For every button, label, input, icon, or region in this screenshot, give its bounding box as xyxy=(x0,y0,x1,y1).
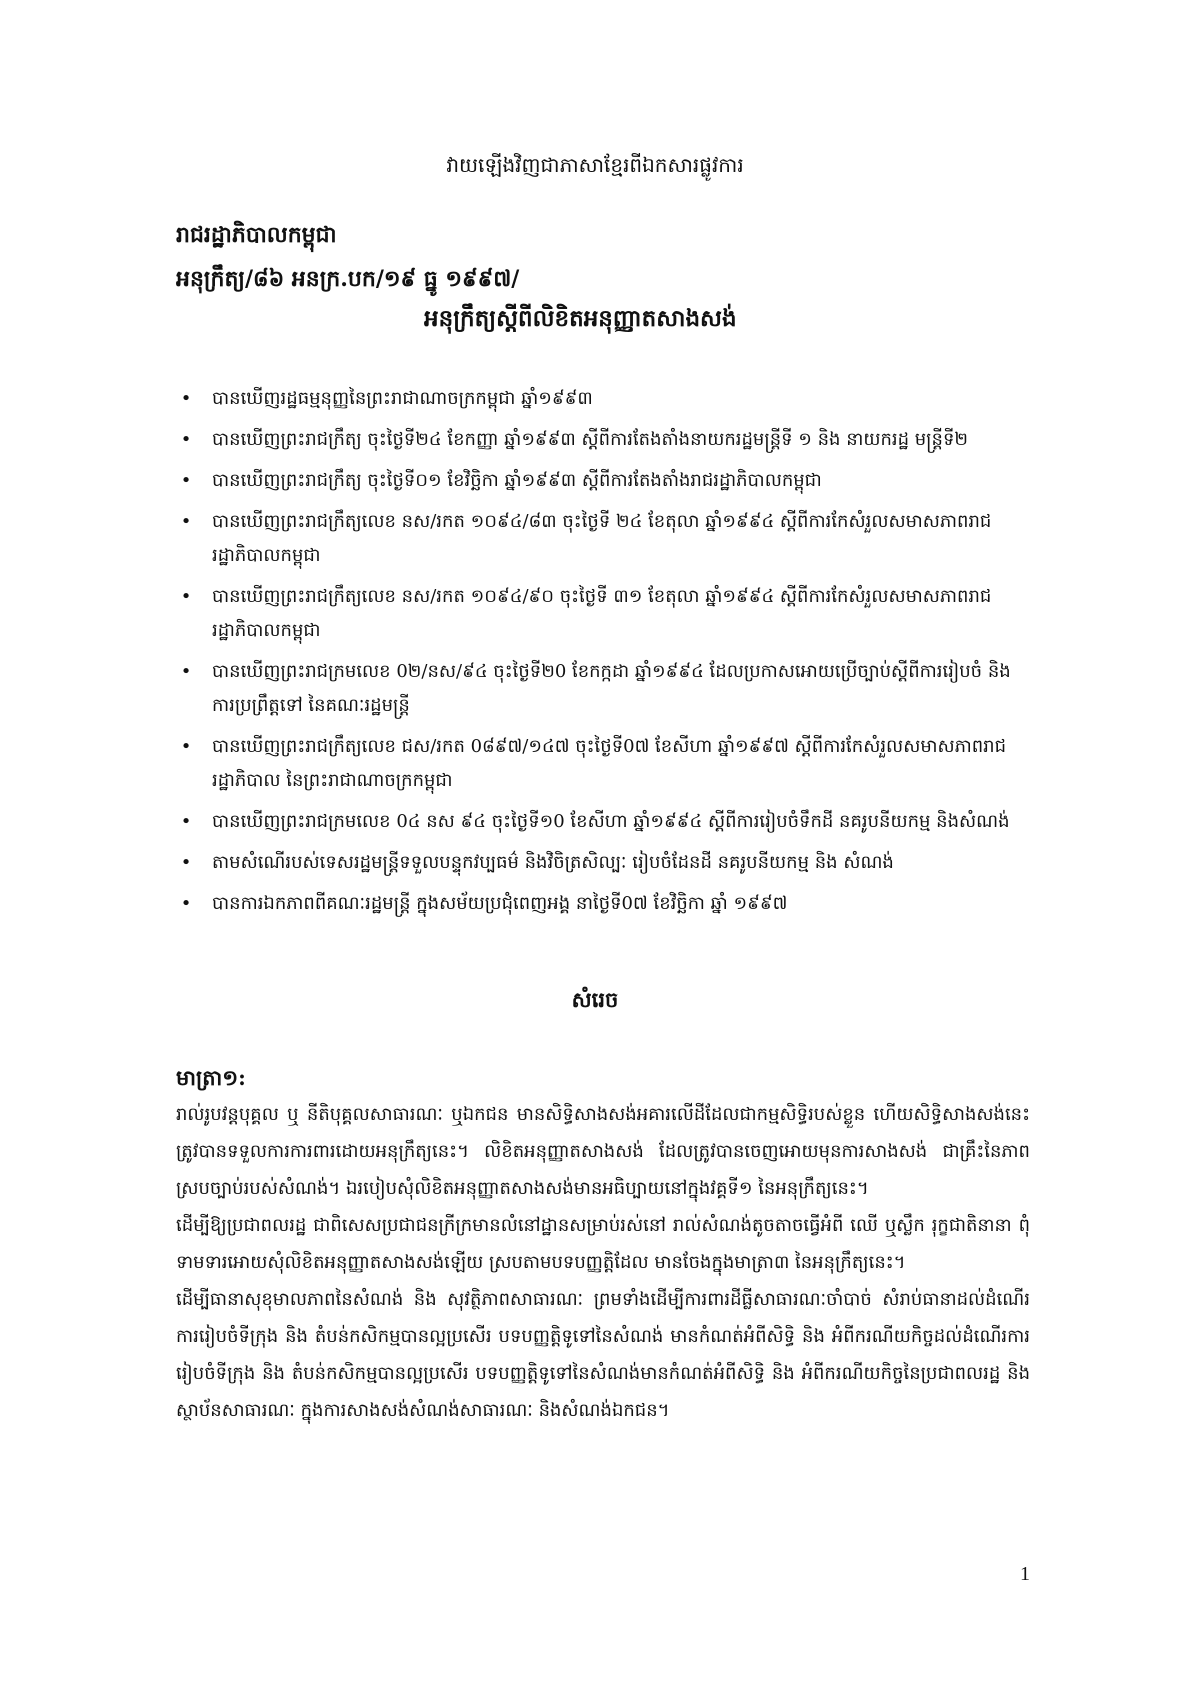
recital-text: បានឃើញព្រះរាជក្រមលេខ 0៤ នស ៩៤ ចុះថ្ងៃទី១0 ខែសីហា ឆ្នាំ១៩៩៤ ស្តីពីការរៀបចំទឹកដី នគរូបនីយកម្ម និងសំណង់ xyxy=(212,811,1010,832)
recital-item xyxy=(176,730,1030,798)
recital-text: បានឃើញព្រះរាជក្រឹត្យលេខ ជស/រកត 0៨៩៧/១៤៧ ចុះថ្ងៃទី0៧ ខែសីហា ឆ្នាំ១៩៩៧ ស្តីពីការកែសំរួលសមាសភាពរាជរដ្ឋាភិបាល នៃព្រះរាជាណាចក្រកម្ពុជា xyxy=(212,736,1007,791)
article-1-paragraph: ដើម្បីឱ្យប្រជាពលរដ្ឋ ជាពិសេសប្រជាជនក្រីក្រមានលំនៅដ្ឋានសម្រាប់រស់នៅ រាល់សំណង់តូចតាចធ្វើអំពី ឈើ ឬស្លឹក រុក្ខជាតិនានា ពុំទាមទារអោយសុំលិខិតអនុញ្ញាតសាងសង់ឡើយ ស្របតាមបទបញ្ញត្តិដែល មានចែងក្នុងមាត្រា៣ នៃអនុក្រឹត្យនេះ។ xyxy=(176,1215,1030,1273)
recital-item xyxy=(176,382,1030,416)
recital-item xyxy=(176,580,1030,648)
bullet-icon: • xyxy=(180,586,192,607)
decision-heading: សំរេច xyxy=(571,987,619,1012)
recital-item xyxy=(176,846,1030,880)
bullet-icon: • xyxy=(180,736,192,757)
recital-text: បានឃើញព្រះរាជក្រឹត្យលេខ នស/រកត ១០៩៤/៨៣ ចុះថ្ងៃទី ២៤ ខែតុលា ឆ្នាំ១៩៩៤ ស្តីពីការកែសំរួលសមាសភាពរាជរដ្ឋាភិបាលកម្ពុជា xyxy=(212,511,992,566)
decree-number: អនុក្រឹត្យ/៨៦ អនក្រ.បក/១៩ ធ្នូ ១៩៩៧/ xyxy=(176,266,520,292)
bullet-icon: • xyxy=(180,893,192,914)
recital-item xyxy=(176,464,1030,498)
recital-text: បានឃើញព្រះរាជក្រឹត្យ ចុះថ្ងៃទី២៤ ខែកញ្ញា ឆ្នាំ១៩៩៣ ស្តីពីការតែងតាំងនាយករដ្ឋមន្ត្រីទី ១ និង នាយករដ្ឋ មន្ត្រីទី២ xyxy=(212,429,969,450)
article-1-body xyxy=(176,1096,1030,1429)
recital-item xyxy=(176,805,1030,839)
recital-item xyxy=(176,505,1030,573)
recitals-list xyxy=(176,382,1030,928)
bullet-icon: • xyxy=(180,511,192,532)
recital-text: បានឃើញព្រះរាជក្រមលេខ 0២/នស/៩៤ ចុះថ្ងៃទី២0 ខែកក្កដា ឆ្នាំ១៩៩៤ ដែលប្រកាសអោយប្រើច្បាប់ស្តីពីការរៀបចំ និងការប្រព្រឹត្តទៅ នៃគណៈរដ្ឋមន្ត្រី xyxy=(212,661,1011,716)
recital-text: តាមសំណើរបស់ទេសរដ្ឋមន្ត្រីទទួលបន្ទុកវប្បធម៌ និងវិចិត្រសិល្បៈ រៀបចំដែនដី នគរូបនីយកម្ម និង សំណង់ xyxy=(212,852,894,873)
government-name: រាជរដ្ឋាភិបាលកម្ពុជា xyxy=(176,222,337,248)
decree-title: អនុក្រឹត្យស្តីពីលិខិតអនុញ្ញាតសាងសង់ xyxy=(424,305,737,332)
recital-item xyxy=(176,423,1030,457)
decree-header xyxy=(176,218,1036,336)
recital-text: បានការឯកភាពពីគណៈរដ្ឋមន្ត្រី ក្នុងសម័យប្រជុំពេញអង្គ នាថ្ងៃទី0៧ ខែវិច្ឆិកា ឆ្នាំ ១៩៩៧ xyxy=(212,893,788,914)
bullet-icon: • xyxy=(180,661,192,682)
recital-item xyxy=(176,887,1030,921)
recital-item xyxy=(176,655,1030,723)
bullet-icon: • xyxy=(180,852,192,873)
bullet-icon: • xyxy=(180,470,192,491)
recital-text: បានឃើញព្រះរាជក្រឹត្យ ចុះថ្ងៃទី០១ ខែវិច្ឆិកា ឆ្នាំ១៩៩៣ ស្តីពីការតែងតាំងរាជរដ្ឋាភិបាលកម្ពុជា xyxy=(212,470,822,491)
bullet-icon: • xyxy=(180,811,192,832)
article-1-paragraph: ដើម្បីធានាសុខុមាលភាពនៃសំណង់ និង សុវត្ថិភាពសាធារណៈ ព្រមទាំងដើម្បីការពារដីធ្លីសាធារណៈចាំបាច់ សំរាប់ធានាដល់ដំណើរការរៀបចំទីក្រុង និង តំបន់កសិកម្មបានល្អប្រសើរ បទបញ្ញត្តិទូទៅនៃសំណង់ មានកំណត់អំពីសិទ្ធិ និង អំពីករណីយកិច្ចដល់ដំណើរការរៀបចំទីក្រុង និង តំបន់កសិកម្មបានល្អប្រសើរ បទបញ្ញត្តិទូទៅនៃសំណង់មានកំណត់អំពីសិទ្ធិ និង អំពីករណីយកិច្ចនៃប្រជាពលរដ្ឋ និង ស្ថាប័នសាធារណៈ ក្នុងការសាងសង់សំណង់សាធារណៈ និងសំណង់ឯកជន។ xyxy=(176,1289,1030,1421)
page-number: 1 xyxy=(1020,1563,1030,1585)
bullet-icon: • xyxy=(180,429,192,450)
article-1-heading: មាត្រា១: xyxy=(176,1065,246,1090)
article-1-paragraph: រាល់រូបវន្តបុគ្គល ឬ នីតិបុគ្គលសាធារណៈ ឬឯកជន មានសិទ្ធិសាងសង់អគារលើដីដែលជាកម្មសិទ្ធិរបស់ខ្លួន ហើយសិទ្ធិសាងសង់នេះត្រូវបានទទួលការការពារដោយអនុក្រឹត្យនេះ។ លិខិតអនុញ្ញាតសាងសង់ ដែលត្រូវបានចេញអោយមុនការសាងសង់ ជាគ្រឹះនៃភាពស្របច្បាប់របស់សំណង់។ ឯរបៀបសុំលិខិតអនុញ្ញាតសាងសង់មានអធិប្បាយនៅក្នុងវគ្គទី១ នៃអនុក្រឹត្យនេះ។ xyxy=(176,1104,1030,1199)
bullet-icon: • xyxy=(180,388,192,409)
recital-text: បានឃើញព្រះរាជក្រឹត្យលេខ នស/រកត ១០៩៤/៩០ ចុះថ្ងៃទី ៣១ ខែតុលា ឆ្នាំ១៩៩៤ ស្តីពីការកែសំរួលសមាសភាពរាជរដ្ឋាភិបាលកម្ពុជា xyxy=(212,586,992,641)
translation-note: វាយឡើងវិញជាភាសាខ្មែរពីឯកសារផ្លូវការ xyxy=(446,153,744,177)
recital-text: បានឃើញរដ្ឋធម្មនុញ្ញនៃព្រះរាជាណាចក្រកម្ពុជា ឆ្នាំ១៩៩៣ xyxy=(212,388,593,409)
